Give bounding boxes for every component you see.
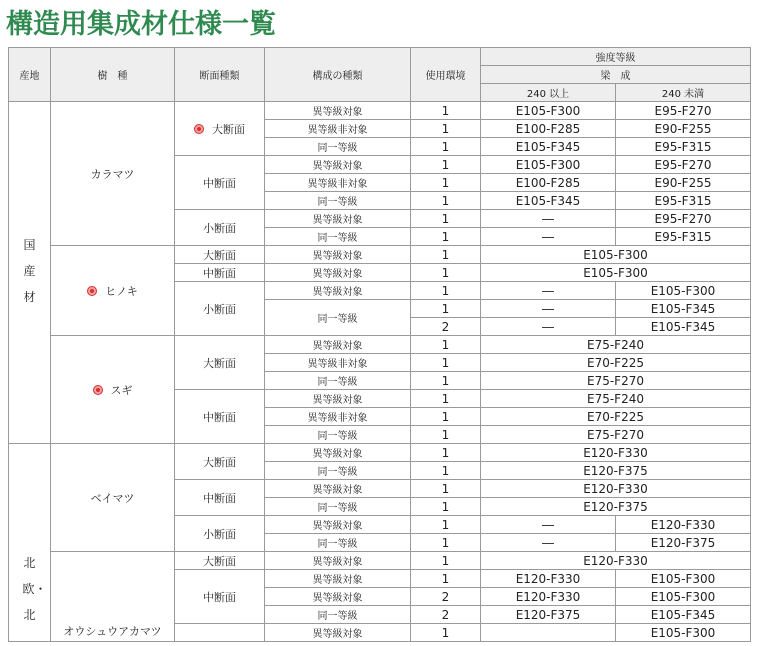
grade-over240: E105-F345 — [481, 192, 616, 210]
grade-both: E75-F240 — [481, 390, 751, 408]
section-large: 大断面 — [175, 102, 265, 156]
grade-under240: E105-F345 — [616, 606, 751, 624]
env-cell: 1 — [411, 624, 481, 642]
composition-cell: 異等級対象 — [265, 156, 411, 174]
header-under240: 240 未満 — [616, 84, 751, 102]
header-region: 産地 — [9, 48, 51, 102]
page-title: 構造用集成材仕様一覧 — [6, 9, 276, 40]
grade-both: E75-F270 — [481, 372, 751, 390]
composition-cell: 異等級対象 — [265, 588, 411, 606]
env-cell: 1 — [411, 354, 481, 372]
grade-both: E70-F225 — [481, 408, 751, 426]
grade-under240: E90-F255 — [616, 174, 751, 192]
header-section: 断面種類 — [175, 48, 265, 102]
env-cell: 1 — [411, 102, 481, 120]
grade-over240: E105-F300 — [481, 102, 616, 120]
header-environment: 使用環境 — [411, 48, 481, 102]
section-medium: 中断面 — [175, 264, 265, 282]
grade-over240: E105-F345 — [481, 138, 616, 156]
circle-mark-icon — [194, 124, 204, 134]
header-species: 樹 種 — [51, 48, 175, 102]
composition-cell: 同一等級 — [265, 372, 411, 390]
section-medium: 中断面 — [175, 156, 265, 210]
grade-over240: E120-F375 — [481, 606, 616, 624]
composition-cell: 異等級対象 — [265, 390, 411, 408]
env-cell: 1 — [411, 300, 481, 318]
env-cell: 1 — [411, 246, 481, 264]
circle-mark-icon — [87, 286, 97, 296]
grade-over240: ― — [481, 210, 616, 228]
env-cell: 2 — [411, 606, 481, 624]
grade-under240: E105-F300 — [616, 570, 751, 588]
env-cell: 1 — [411, 156, 481, 174]
grade-under240: E95-F270 — [616, 210, 751, 228]
grade-over240: ― — [481, 282, 616, 300]
grade-both: E75-F240 — [481, 336, 751, 354]
grade-under240: E105-F300 — [616, 588, 751, 606]
env-cell: 1 — [411, 408, 481, 426]
env-cell: 1 — [411, 192, 481, 210]
table-row — [9, 246, 751, 264]
species-karamatsu: カラマツ — [51, 102, 175, 246]
composition-cell: 異等級非対象 — [265, 408, 411, 426]
grade-over240: ― — [481, 534, 616, 552]
env-cell: 2 — [411, 588, 481, 606]
env-cell: 1 — [411, 426, 481, 444]
env-cell: 1 — [411, 480, 481, 498]
env-cell: 1 — [411, 498, 481, 516]
table-row — [9, 102, 751, 120]
header-over240: 240 以上 — [481, 84, 616, 102]
table-row — [9, 552, 751, 570]
grade-under240: E120-F375 — [616, 534, 751, 552]
grade-under240: E95-F315 — [616, 192, 751, 210]
species-sugi: スギ — [51, 336, 175, 444]
env-cell: 1 — [411, 390, 481, 408]
composition-cell: 異等級対象 — [265, 282, 411, 300]
grade-under240: E105-F345 — [616, 300, 751, 318]
composition-cell: 同一等級 — [265, 228, 411, 246]
grade-over240: ― — [481, 318, 616, 336]
region-domestic: 国産材 — [9, 102, 51, 444]
circle-mark-icon — [93, 385, 103, 395]
grade-both: E120-F375 — [481, 498, 751, 516]
section-small: 小断面 — [175, 282, 265, 336]
composition-cell: 異等級非対象 — [265, 174, 411, 192]
composition-cell: 異等級非対象 — [265, 354, 411, 372]
grade-under240: E95-F270 — [616, 156, 751, 174]
env-cell: 1 — [411, 462, 481, 480]
env-cell: 1 — [411, 444, 481, 462]
section-large: 大断面 — [175, 552, 265, 570]
grade-over240: E120-F330 — [481, 570, 616, 588]
grade-under240: E95-F270 — [616, 102, 751, 120]
grade-under240: E105-F300 — [616, 282, 751, 300]
grade-over240 — [481, 624, 616, 642]
composition-cell: 同一等級 — [265, 192, 411, 210]
composition-cell: 異等級非対象 — [265, 120, 411, 138]
grade-both: E120-F330 — [481, 480, 751, 498]
grade-under240: E120-F330 — [616, 516, 751, 534]
composition-cell: 同一等級 — [265, 606, 411, 624]
composition-cell: 同一等級 — [265, 498, 411, 516]
section-large: 大断面 — [175, 336, 265, 390]
composition-cell: 同一等級 — [265, 534, 411, 552]
grade-under240: E95-F315 — [616, 228, 751, 246]
grade-over240: ― — [481, 228, 616, 246]
section-medium: 中断面 — [175, 390, 265, 444]
species-beimatsu: ベイマツ — [51, 444, 175, 552]
composition-cell: 異等級対象 — [265, 570, 411, 588]
env-cell: 1 — [411, 372, 481, 390]
grade-over240: ― — [481, 300, 616, 318]
composition-cell: 同一等級 — [265, 138, 411, 156]
env-cell: 1 — [411, 138, 481, 156]
env-cell: 1 — [411, 552, 481, 570]
env-cell: 1 — [411, 534, 481, 552]
species-hinoki: ヒノキ — [51, 246, 175, 336]
spec-table — [8, 47, 751, 642]
section-medium: 中断面 — [175, 480, 265, 516]
header-strength: 強度等級 — [481, 48, 751, 66]
env-cell: 1 — [411, 174, 481, 192]
grade-over240: E105-F300 — [481, 156, 616, 174]
composition-cell: 異等級対象 — [265, 102, 411, 120]
table-row — [9, 444, 751, 462]
composition-cell: 異等級対象 — [265, 264, 411, 282]
env-cell: 1 — [411, 120, 481, 138]
composition-cell: 異等級対象 — [265, 552, 411, 570]
grade-both: E120-F375 — [481, 462, 751, 480]
composition-cell: 同一等級 — [265, 462, 411, 480]
section-large: 大断面 — [175, 246, 265, 264]
section-small: 小断面 — [175, 210, 265, 246]
composition-cell: 異等級対象 — [265, 480, 411, 498]
species-oushuu: オウシュウアカマツ — [51, 552, 175, 642]
region-northern: 北欧・北 — [9, 444, 51, 642]
grade-both: E75-F270 — [481, 426, 751, 444]
table-row — [9, 336, 751, 354]
grade-both: E120-F330 — [481, 444, 751, 462]
grade-over240: E100-F285 — [481, 174, 616, 192]
header-composition: 構成の種類 — [265, 48, 411, 102]
grade-both: E105-F300 — [481, 264, 751, 282]
composition-cell: 異等級対象 — [265, 246, 411, 264]
composition-cell: 異等級対象 — [265, 624, 411, 642]
grade-under240: E105-F300 — [616, 624, 751, 642]
grade-both: E105-F300 — [481, 246, 751, 264]
composition-cell: 同一等級 — [265, 300, 411, 336]
grade-under240: E90-F255 — [616, 120, 751, 138]
grade-both: E70-F225 — [481, 354, 751, 372]
section-medium: 中断面 — [175, 570, 265, 624]
grade-over240: E120-F330 — [481, 588, 616, 606]
env-cell: 1 — [411, 210, 481, 228]
env-cell: 1 — [411, 516, 481, 534]
grade-over240: ― — [481, 516, 616, 534]
composition-cell: 異等級対象 — [265, 444, 411, 462]
header-beam: 梁 成 — [481, 66, 751, 84]
env-cell: 1 — [411, 570, 481, 588]
section-cell — [175, 624, 265, 642]
section-small: 小断面 — [175, 516, 265, 552]
composition-cell: 異等級対象 — [265, 210, 411, 228]
composition-cell: 異等級対象 — [265, 516, 411, 534]
grade-under240: E95-F315 — [616, 138, 751, 156]
env-cell: 1 — [411, 228, 481, 246]
env-cell: 1 — [411, 336, 481, 354]
env-cell: 1 — [411, 264, 481, 282]
grade-over240: E100-F285 — [481, 120, 616, 138]
env-cell: 1 — [411, 282, 481, 300]
composition-cell: 同一等級 — [265, 426, 411, 444]
spec-table-container — [8, 47, 750, 642]
section-large: 大断面 — [175, 444, 265, 480]
env-cell: 2 — [411, 318, 481, 336]
grade-under240: E105-F345 — [616, 318, 751, 336]
grade-both: E120-F330 — [481, 552, 751, 570]
composition-cell: 異等級対象 — [265, 336, 411, 354]
